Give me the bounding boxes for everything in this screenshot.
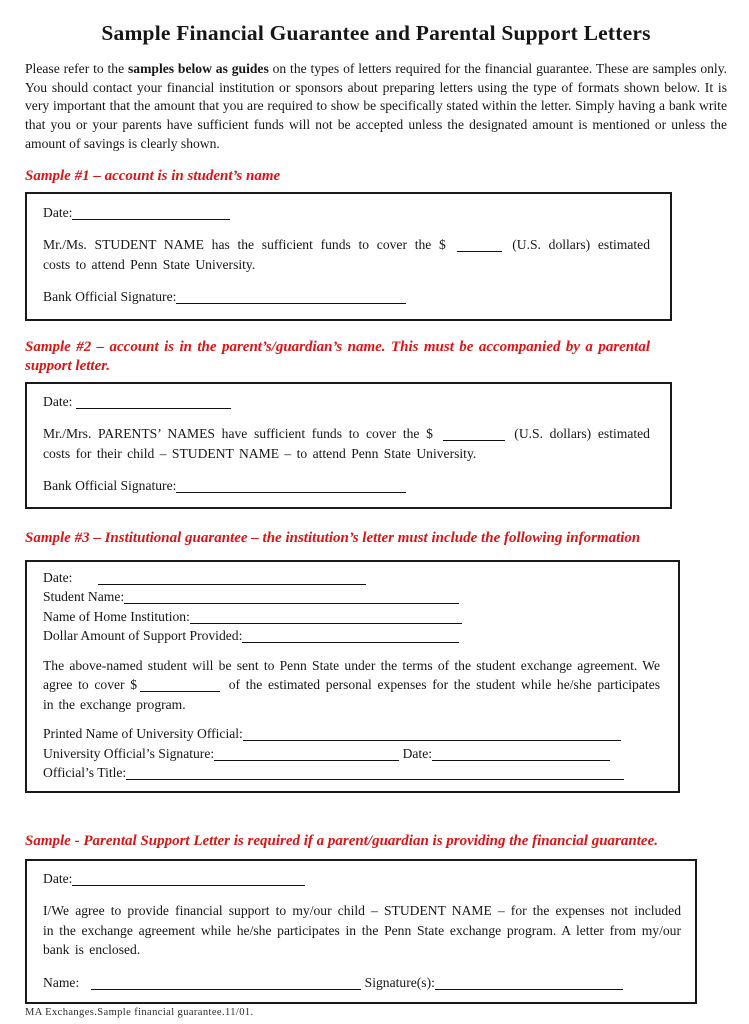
official-title-label: Official’s Title: bbox=[43, 765, 127, 781]
parental-support-heading: Sample - Parental Support Letter is required if a parent/guardian is providing the financial guarantee. bbox=[25, 832, 658, 849]
body-text-after-amount: (U.S. dollars) estimated costs for their child – STUDENT NAME – to attend Penn State University. bbox=[43, 426, 650, 461]
date-label: Date: bbox=[43, 569, 73, 585]
fill-in-blank bbox=[76, 397, 231, 409]
date-label: Date: bbox=[402, 745, 433, 761]
amount-fill-in-blank bbox=[443, 429, 505, 441]
fill-in-blank bbox=[176, 481, 406, 493]
sample-3-official-title-line bbox=[43, 763, 660, 783]
body-text-after-amount: of the estimated personal expenses for the student while he/she participates in the exchange program. bbox=[43, 677, 660, 712]
sample-3-student-name-line bbox=[43, 587, 660, 607]
fill-in-blank bbox=[432, 749, 610, 761]
sample-2-body bbox=[43, 424, 650, 463]
fill-in-blank bbox=[124, 592, 459, 604]
fill-in-blank bbox=[72, 208, 230, 220]
signatures-label: Signature(s): bbox=[364, 974, 435, 990]
fill-in-blank bbox=[214, 749, 399, 761]
body-text-before-amount: The above-named student will be sent to Penn State under the terms of the student exchange agreement. We agree to cover $ bbox=[43, 657, 660, 693]
dollar-amount-label: Dollar Amount of Support Provided: bbox=[43, 628, 243, 644]
parental-support-box bbox=[25, 859, 697, 1005]
sample-2-signature-line bbox=[43, 476, 650, 496]
intro-text-pre: Please refer to the bbox=[25, 61, 128, 76]
official-signature-label: University Official’s Signature: bbox=[43, 745, 215, 761]
sample-1-body bbox=[43, 235, 650, 274]
fill-in-blank bbox=[190, 612, 462, 624]
bank-official-signature-label: Bank Official Signature: bbox=[43, 289, 177, 305]
parental-support-body: I/We agree to provide financial support to my/our child – STUDENT NAME – for the expenses not included in the exchange agreement while he/she participates in the Penn State exchange program. A letter from my/our bank is enclosed. bbox=[43, 903, 681, 958]
sample-1-box bbox=[25, 192, 672, 321]
fill-in-blank bbox=[242, 631, 459, 643]
printed-name-label: Printed Name of University Official: bbox=[43, 726, 243, 742]
sample-3-box bbox=[25, 560, 680, 793]
page-title: Sample Financial Guarantee and Parental Support Letters bbox=[101, 21, 651, 45]
fill-in-blank bbox=[126, 768, 624, 780]
intro-text-bold: samples below as guides bbox=[128, 61, 269, 76]
sample-3-official-signature-line bbox=[43, 744, 660, 764]
sample-3-dollar-amount-line bbox=[43, 626, 660, 646]
intro-text-post: on the types of letters required for the financial guarantee. These are samples only. You should contact your financial institution or sponsors about preparing letters using the type of formats shown below. It is very important that the amount that you are required to show be specifically stated within the letter. Simply having a bank write that you or your parents have sufficient funds will not be accepted unless the designated amount is mentioned or unless the amount of savings is clearly shown. bbox=[25, 61, 728, 151]
sample-1-heading: Sample #1 – account is in student’s name bbox=[25, 167, 281, 184]
student-name-label: Student Name: bbox=[43, 589, 125, 605]
footer-note: MA Exchanges.Sample financial guarantee.11/01. bbox=[25, 1007, 254, 1019]
parental-support-date-line bbox=[43, 869, 681, 889]
amount-fill-in-blank bbox=[140, 680, 220, 692]
fill-in-blank bbox=[98, 573, 366, 585]
fill-in-blank bbox=[91, 978, 361, 990]
sample-2-date-line bbox=[43, 392, 650, 412]
fill-in-blank bbox=[243, 729, 621, 741]
fill-in-blank bbox=[176, 292, 406, 304]
intro-paragraph bbox=[25, 60, 727, 154]
fill-in-blank bbox=[435, 978, 623, 990]
bank-official-signature-label: Bank Official Signature: bbox=[43, 478, 177, 494]
sample-3-printed-name-line bbox=[43, 724, 660, 744]
home-institution-label: Name of Home Institution: bbox=[43, 608, 190, 624]
sample-3-heading: Sample #3 – Institutional guarantee – the institution’s letter must include the following information bbox=[25, 529, 641, 546]
sample-3-date-line bbox=[43, 568, 660, 588]
sample-3-body bbox=[43, 656, 660, 715]
name-label: Name: bbox=[43, 974, 80, 990]
sample-1-date-line bbox=[43, 203, 650, 223]
fill-in-blank bbox=[72, 874, 305, 886]
sample-2-box bbox=[25, 382, 672, 509]
body-text-before-amount: Mr./Ms. STUDENT NAME has the sufficient funds to cover the $ bbox=[43, 237, 446, 253]
sample-2-heading: Sample #2 – account is in the parent’s/guardian’s name. This must be accompanied by a parental support letter. bbox=[25, 338, 650, 374]
body-text-before-amount: Mr./Mrs. PARENTS’ NAMES have sufficient funds to cover the $ bbox=[43, 426, 433, 442]
parental-support-name-signature-line bbox=[43, 973, 681, 993]
sample-1-signature-line bbox=[43, 287, 650, 307]
date-label: Date: bbox=[43, 393, 73, 409]
date-label: Date: bbox=[43, 870, 73, 886]
amount-fill-in-blank bbox=[457, 240, 502, 252]
body-text-after-amount: (U.S. dollars) estimated costs to attend Penn State University. bbox=[43, 237, 650, 272]
sample-3-home-institution-line bbox=[43, 607, 660, 627]
date-label: Date: bbox=[43, 204, 73, 220]
